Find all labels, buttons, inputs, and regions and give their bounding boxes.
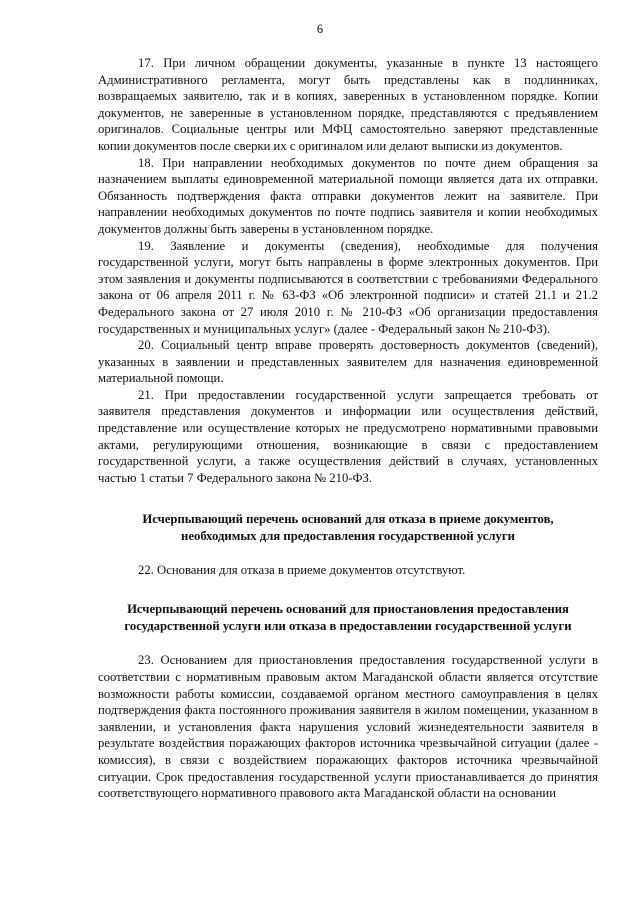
paragraph-23: 23. Основанием для приостановления предоставления государственной услуги в соответствии с нормативным правовым актом Магаданской области является отсутствие возможности работы комиссии, создаваемой органом местного самоуправления в целях подтверждения факта постоянного проживания заявителя в жилом помещении, указанном в заявлении, и установления факта нарушения условий жизнедеятельности заявителя в результате воздействия поражающих факторов источника чрезвычайной ситуации (далее - комиссия), в связи с воздействием поражающих факторов источника чрезвычайной ситуации. Срок предоставления государственной услуги приостанавливается до принятия соответствующего нормативного правового акта Магаданской области на основании <box>98 653 598 801</box>
paragraph-22: 22. Основания для отказа в приеме документов отсутствуют. <box>138 562 466 577</box>
paragraph-18: 18. При направлении необходимых документов по почте днем обращения за назначением выплаты единовременной материальной помощи является дата их отправки. Обязанность подтверждения факта отправки документов лежит на заявителе. При направлении необходимых документов по почте подпись заявителя и копии необходимых документов должны быть заверены в установленном порядке. <box>98 155 598 236</box>
section-heading-refusal-documents <box>98 511 598 544</box>
paragraph-20: 20. Социальный центр вправе проверять достоверность документов (сведений), указанных в заявлении и представленных заявителем для назначения единовременной материальной помощи. <box>98 338 598 386</box>
heading-line: Исчерпывающий перечень оснований для отказа в приеме документов, <box>142 512 554 527</box>
heading-line: Исчерпывающий перечень оснований для приостановления предоставления <box>127 602 569 617</box>
page-number: 6 <box>316 22 324 36</box>
document-body <box>98 55 598 802</box>
heading-line: государственной услуги или отказа в предоставлении государственной услуги <box>124 618 572 633</box>
paragraph-17: 17. При личном обращении документы, указанные в пункте 13 настоящего Административного регламента, могут быть представлены как в подлинниках, возвращаемых заявителю, так и в копиях, заверенных в установленном порядке. Копии документов, не заверенные в установленном порядке, представляются с предъявлением оригиналов. Социальные центры или МФЦ самостоятельно заверяют представленные копии документов после сверки их с оригиналом или делают выписки из документов. <box>98 56 598 153</box>
paragraph-19: 19. Заявление и документы (сведения), необходимые для получения государственной услуги, могут быть направлены в форме электронных документов. При этом заявления и документы подписываются в соответствии с требованиями Федерального закона от 06 апреля 2011 г. № 63-ФЗ «Об электронной подписи» и статей 21.1 и 21.2 Федерального закона от 27 июля 2010 г. № 210-ФЗ «Об организации предоставления государственных и муниципальных услуг» (далее - Федеральный закон № 210-ФЗ). <box>98 238 598 336</box>
heading-line: необходимых для предоставления государственной услуги <box>181 529 515 544</box>
section-heading-suspension <box>98 601 598 634</box>
paragraph-21: 21. При предоставлении государственной услуги запрещается требовать от заявителя представления документов и информации или осуществления действий, представление или осуществление которых не предусмотрено нормативными правовыми актами, регулирующими отношения, возникающие в связи с предоставлением государственной услуги, а также осуществления действий в случаях, установленных частью 1 статьи 7 Федерального закона № 210-ФЗ. <box>98 387 598 485</box>
